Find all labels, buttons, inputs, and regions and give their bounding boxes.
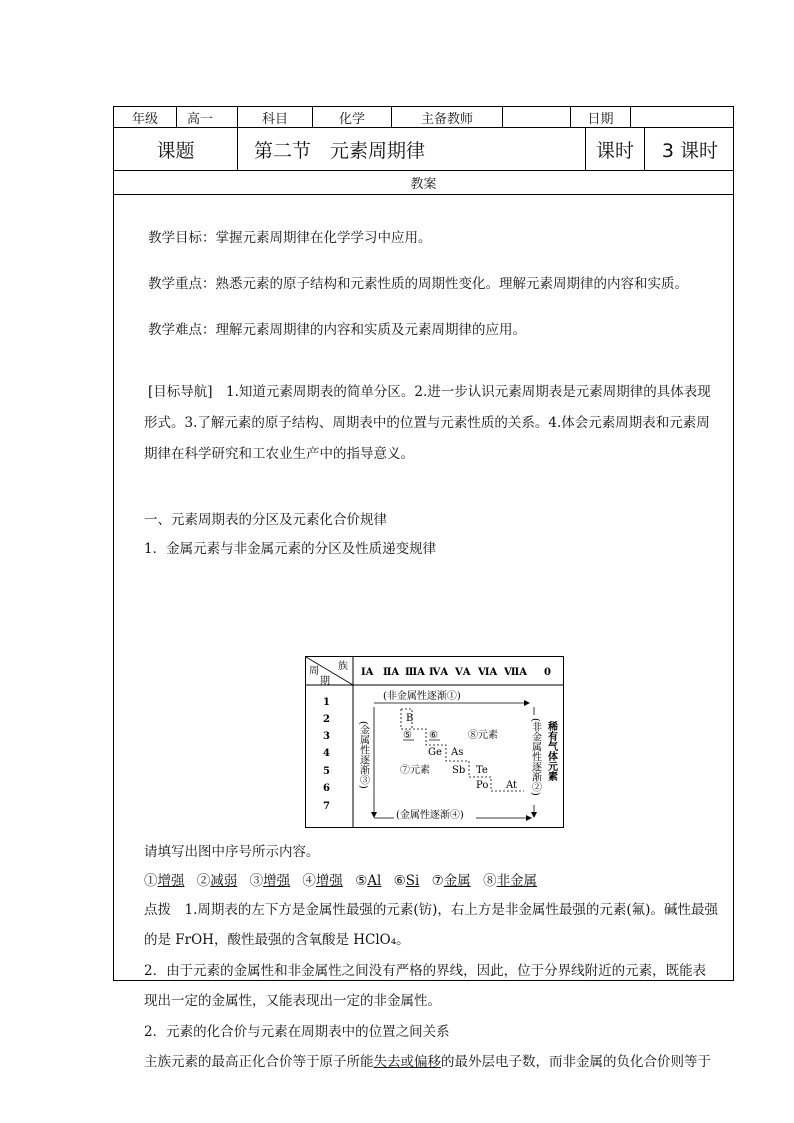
answer-text: 减弱 [210, 873, 238, 889]
header-row-info [114, 107, 733, 128]
answer-number: ③ [249, 873, 264, 889]
teaching-key-points: 教学重点：熟悉元素的原子结构和元素性质的周期性变化。理解元素周期律的内容和实质。 [148, 276, 688, 292]
tip-line-1: 点拨 1.周期表的左下方是金属性最强的元素(钫)，右上方是非金属性最强的元素(氟)。碱性最强 [144, 902, 718, 918]
answer-text: Al [367, 873, 382, 889]
plan-content [114, 195, 733, 1070]
bottom-arrow-label: (金属性逐渐④) [396, 810, 464, 821]
group-header: ⅢA [405, 667, 425, 678]
period-value: 3 课时 [644, 128, 735, 170]
group-header: ⅦA [504, 667, 528, 678]
period-number: 7 [323, 801, 330, 812]
last-line-post: 的最外层电子数，而非金属的负化合价则等于 [441, 1054, 711, 1070]
grade-label: 年级 [131, 111, 158, 127]
subject-label: 科目 [237, 107, 312, 127]
grade-value: 高一 [176, 107, 237, 127]
teacher-value [502, 107, 570, 127]
header-row-plan [114, 171, 733, 195]
answer-text: 非金属 [496, 873, 538, 889]
top-arrow-label: (非金属性逐渐①) [383, 691, 461, 702]
blank-5: ⑤ [403, 730, 412, 741]
teacher-label: 主备教师 [391, 107, 502, 127]
last-line [144, 1048, 725, 1077]
teaching-difficulty: 教学难点：理解元素周期律的内容和实质及元素周期律的应用。 [148, 322, 526, 338]
element-Po: Po [476, 780, 489, 791]
plan-label: 教案 [410, 177, 437, 192]
tip2-line-1: 2．由于元素的金属性和非金属性之间没有严格的界线，因此，位于分界线附近的元素，既能表 [144, 963, 707, 979]
answer-text: 增强 [157, 873, 185, 889]
subject-value: 化学 [312, 107, 391, 127]
subheading-2: 2．元素的化合价与元素在周期表中的位置之间关系 [144, 1024, 450, 1040]
header-row-topic [114, 128, 733, 171]
tip2-line-2: 现出一定的金属性，又能表现出一定的非金属性。 [144, 993, 441, 1009]
last-line-underlined: 失去或偏移 [373, 1054, 441, 1070]
teaching-goal: 教学目标：掌握元素周期律在化学学习中应用。 [148, 230, 432, 246]
element-Ge: Ge [428, 747, 442, 758]
period-number: 6 [323, 783, 330, 794]
answer-text: 增强 [315, 873, 343, 889]
blank-8: ⑧元素 [468, 730, 498, 741]
date-value [630, 107, 735, 127]
answers-line [144, 867, 725, 896]
periodic-table-figure [305, 656, 564, 828]
answer-number: ⑦ [431, 873, 444, 889]
period-number: 2 [323, 714, 330, 725]
subheading-1: 1．金属元素与非金属元素的分区及性质递变规律 [144, 541, 437, 557]
answer-number: ⑤ [355, 873, 368, 889]
date-label: 日期 [570, 107, 630, 127]
element-Te: Te [476, 765, 488, 776]
target-nav-line-3: 期律在科学研究和工农业生产中的指导意义。 [144, 446, 414, 462]
period-label: 课时 [585, 128, 644, 170]
target-nav-line-1: [目标导航] 1.知道元素周期表的简单分区。2.进一步认识元素周期表是元素周期律的具体表现 [148, 384, 711, 400]
period-number: 5 [323, 766, 330, 777]
last-line-pre: 主族元素的最高正化合价等于原子所能 [144, 1054, 374, 1070]
corner-period-label-2: 期 [320, 676, 330, 687]
element-B: B [406, 713, 414, 724]
group-header: ⅠA [361, 667, 374, 678]
blank-6: ⑥ [429, 730, 438, 741]
group-header: ⅡA [383, 667, 400, 678]
answer-number: ④ [302, 873, 316, 889]
corner-period-label: 周 [309, 666, 319, 677]
answer-text: 金属 [443, 873, 471, 889]
blank-7: ⑦元素 [400, 765, 430, 776]
periodic-table-diagram [306, 657, 563, 827]
corner-group-label: 族 [338, 661, 348, 672]
period-number: 3 [323, 731, 330, 742]
group-header: ⅤA [455, 667, 471, 678]
answer-text: 增强 [263, 873, 291, 889]
answer-number: ⑧ [483, 873, 497, 889]
topic-value: 第二节 元素周期律 [237, 128, 585, 170]
right-arrow-label: (非金属性逐渐②) [529, 718, 541, 796]
element-As: As [451, 747, 464, 758]
element-At: At [506, 780, 518, 791]
period-number: 1 [323, 697, 330, 708]
section-heading-1: 一、元素周期表的分区及元素化合价规律 [144, 512, 387, 528]
answer-text: Si [405, 873, 420, 889]
target-nav-line-2: 形式。3.了解元素的原子结构、周期表中的位置与元素性质的关系。4.体会元素周期表和元素周 [144, 415, 710, 431]
tip-line-2: 的是 FrOH，酸性最强的含氧酸是 HClO₄。 [144, 932, 410, 948]
answer-number: ② [196, 873, 211, 889]
noble-gas-label: 稀有气体元素 [545, 721, 557, 781]
answer-number: ① [144, 873, 158, 889]
lesson-plan-table [113, 106, 734, 1070]
topic-label: 课题 [156, 139, 195, 162]
left-arrow-label: (金属性逐渐③) [357, 721, 369, 789]
element-Sb: Sb [452, 765, 466, 776]
group-header: ⅣA [429, 667, 449, 678]
answer-number: ⑥ [393, 873, 406, 889]
fill-prompt: 请填写出图中序号所示内容。 [144, 844, 320, 860]
group-header: ⅥA [478, 667, 498, 678]
period-number: 4 [323, 748, 330, 759]
group-header: 0 [544, 667, 551, 678]
